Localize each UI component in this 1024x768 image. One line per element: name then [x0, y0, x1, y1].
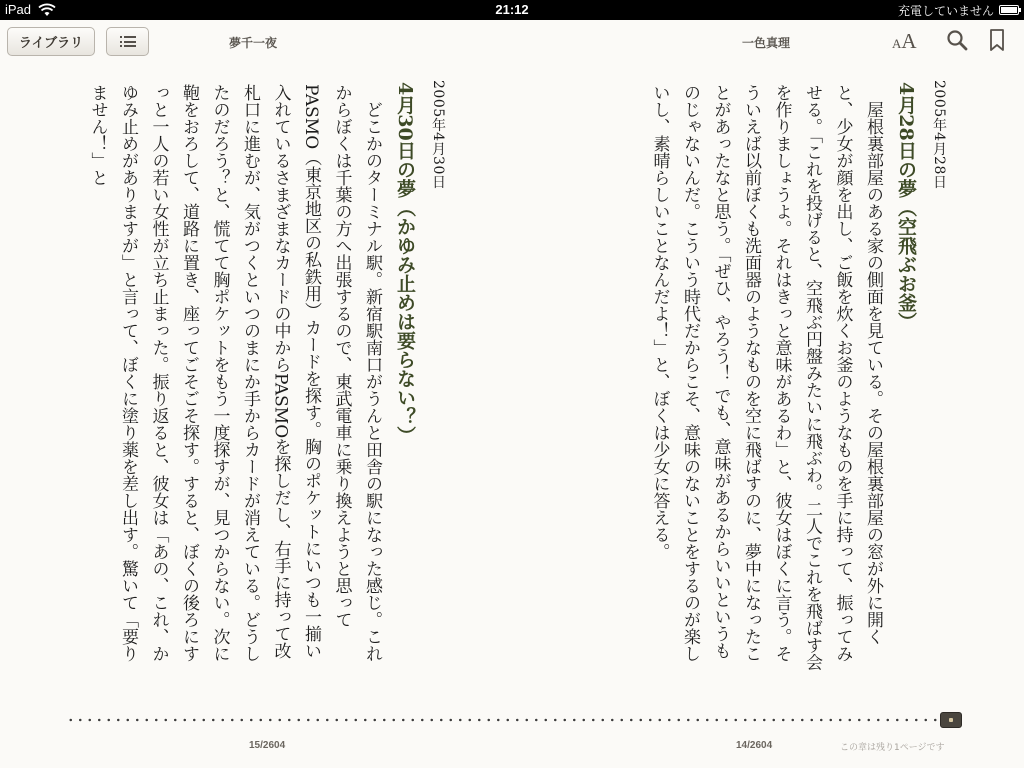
status-bar — [0, 0, 1024, 20]
left-page — [63, 74, 453, 674]
entry-date: 2005年4月30日 — [430, 80, 446, 190]
page-scrubber-track[interactable] — [66, 718, 946, 722]
list-icon — [120, 36, 136, 47]
bookmark-icon[interactable] — [989, 29, 1005, 51]
charging-status: 充電していません — [897, 4, 994, 18]
clock: 21:12 — [495, 2, 529, 17]
chapter-remaining-text: この章は残り1ページです — [840, 743, 945, 753]
reader-toolbar — [0, 20, 1024, 62]
font-size-large-glyph: A — [901, 29, 917, 53]
right-page — [562, 74, 954, 674]
device-name: iPad — [5, 2, 32, 17]
battery-icon — [999, 5, 1019, 15]
entry-heading: 4月30日の夢（かゆみ止めは要らない？） — [394, 82, 416, 445]
entry-paragraph: どこかのターミナル駅。新宿駅南口がうんと田舎の駅になった感じ。これからぼくは千葉の方へ出張するので、東武電車に乗り換えようと思ってPASMO（東京地区の私鉄用）カードを探す。胸のポケットにいつも一揃い入れているさまざまなカードの中からPASMOを探しだし、右手に持って改札口に進むが、気がつくといつのまにか手からカードが消えている。どうしたのだろう？と、慌てて胸ポケットをもう一度探すが、見つからない。次に鞄をおろして、道路に置き、座ってごそごそ探す。すると、ぼくの後ろにすっと一人の若い女性が立ち止まった。振り返ると、彼女は「あの、これ、かゆみ止めがありますが」と言って、ぼくに塗り薬を差し出す。驚いて「要りません！」と — [87, 84, 382, 662]
right-page-number: 14/2604 — [736, 740, 773, 751]
library-button[interactable]: ライブラリ — [7, 27, 95, 56]
entry-heading: 4月28日の夢（空飛ぶお釜） — [895, 82, 917, 331]
entry-paragraph: 屋根裏部屋のある家の側面を見ている。その屋根裏部屋の窓が外に開くと、少女が顔を出し、ご飯を炊くお釜のようなものを手に持って、振ってみせる。「これを投げると、空飛ぶ円盤みたいに飛ぶわ。二人でこれを飛ばす会を作りましょうよ。それはきっと意味があるわ」と、彼女はぼくに言う。そういえば以前ぼくも洗面器のようなものを空に飛ばすのに、夢中になったことがあったなと思う。「ぜひ、やろう！ でも、意味があるからいいというものじゃないんだ。こういう時代だからこそ、意味のないことをするのが楽しいし、素晴らしいことなんだよ！」と、ぼくは少女に答える。 — [649, 84, 883, 671]
search-icon[interactable] — [946, 29, 968, 51]
page-scrubber-handle[interactable] — [940, 712, 962, 728]
table-of-contents-button[interactable] — [106, 27, 149, 56]
font-size-small-glyph: A — [892, 36, 902, 51]
left-page-number: 15/2604 — [249, 740, 286, 751]
font-size-button[interactable] — [892, 29, 917, 54]
entry-date: 2005年4月28日 — [931, 80, 947, 190]
chapter-title: 一色真理 — [742, 36, 791, 50]
book-title: 夢千一夜 — [229, 36, 278, 50]
